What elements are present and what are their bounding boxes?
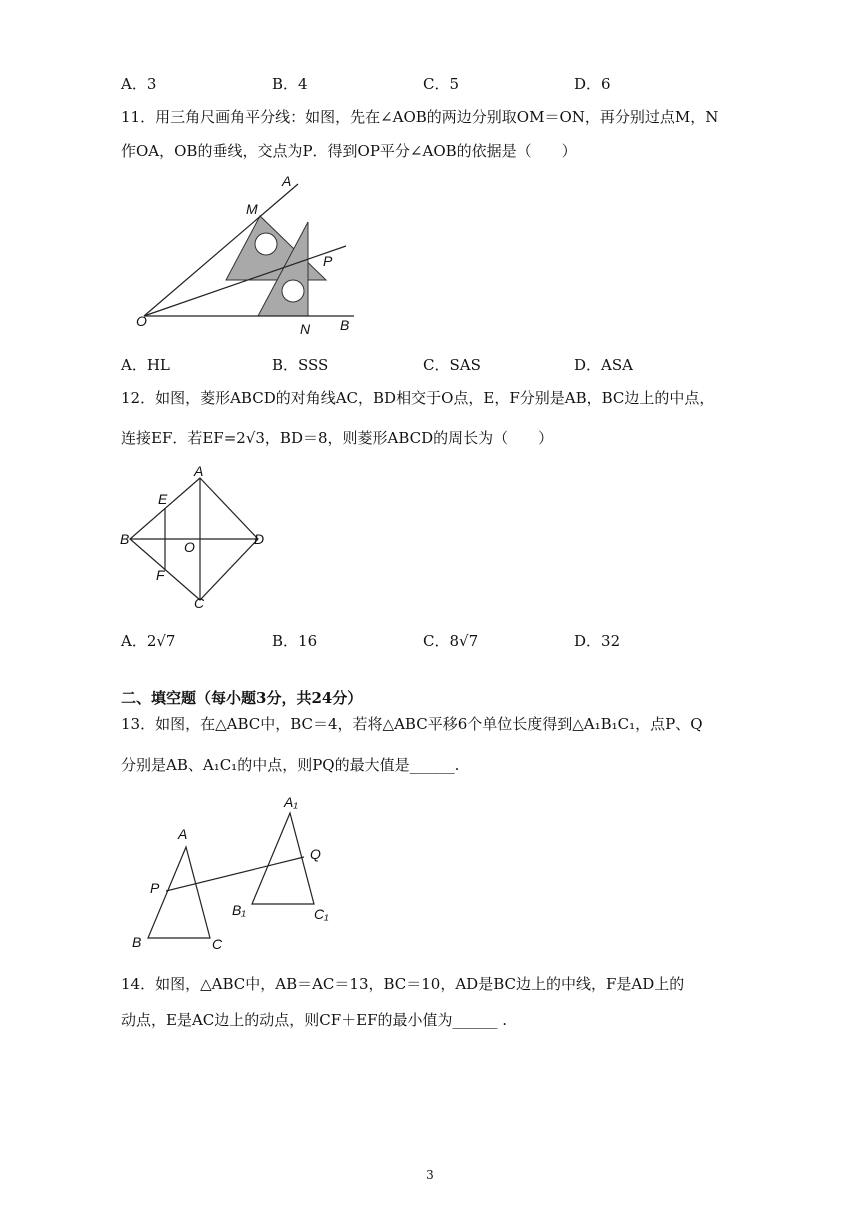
q13-label-b: B xyxy=(132,934,142,950)
q11-option-d: D．ASA xyxy=(574,356,633,374)
q13-text-line1: 13．如图，在△ABC中，BC＝4，若将△ABC平移6个单位长度得到△A₁B₁C₁，点P、Q xyxy=(121,715,703,733)
q11-label-a: A xyxy=(282,173,292,189)
q12-option-c: C．8√7 xyxy=(423,632,479,650)
q11-label-n: N xyxy=(300,321,311,337)
q12-label-b: B xyxy=(120,531,130,547)
q13-label-q: Q xyxy=(310,846,321,862)
q13-label-a: A xyxy=(178,826,188,842)
q13-figure xyxy=(128,795,368,955)
q12-label-a: A xyxy=(194,463,204,479)
q11-option-c: C．SAS xyxy=(423,356,481,374)
q13-label-b1: B₁ xyxy=(232,902,246,918)
q12-option-d: D．32 xyxy=(574,632,621,650)
q11-option-b: B．SSS xyxy=(272,356,329,374)
q11-figure xyxy=(130,170,370,340)
q11-label-p: P xyxy=(323,253,333,269)
q12-text-line2: 连接EF．若EF=2√3，BD＝8，则菱形ABCD的周长为（ ） xyxy=(121,429,554,447)
q13-label-c: C xyxy=(212,936,223,952)
q11-label-m: M xyxy=(246,201,258,217)
q12-option-b: B．16 xyxy=(272,632,318,650)
q12-label-f: F xyxy=(156,567,165,583)
q10-option-b: B．4 xyxy=(272,75,308,93)
q13-label-p: P xyxy=(150,880,160,896)
q13-text-line2: 分别是AB、A₁C₁的中点，则PQ的最大值是______. xyxy=(121,756,460,774)
q12-label-c: C xyxy=(194,595,205,611)
q14-text-line1: 14．如图，△ABC中，AB＝AC＝13，BC＝10，AD是BC边上的中线，F是AD上的 xyxy=(121,975,685,993)
q13-label-c1: C₁ xyxy=(314,906,329,922)
q10-option-d: D．6 xyxy=(574,75,611,93)
page-number: 3 xyxy=(426,1168,434,1182)
section-heading: 二、填空题（每小题3分，共24分） xyxy=(121,689,363,707)
q12-text-line1: 12．如图，菱形ABCD的对角线AC，BD相交于O点，E，F分别是AB，BC边上的中点， xyxy=(121,389,715,407)
q12-label-d: D xyxy=(254,531,265,547)
q10-option-a: A．3 xyxy=(121,75,157,93)
q11-option-a: A．HL xyxy=(121,356,170,374)
q14-text-line2: 动点，E是AC边上的动点，则CF＋EF的最小值为______ . xyxy=(121,1011,508,1029)
q11-label-o: O xyxy=(136,313,147,329)
q12-label-o: O xyxy=(184,539,195,555)
q12-figure xyxy=(120,460,280,615)
q11-label-b: B xyxy=(340,317,350,333)
q12-label-e: E xyxy=(158,491,168,507)
q12-option-a: A．2√7 xyxy=(121,632,176,650)
q10-option-c: C．5 xyxy=(423,75,460,93)
q13-label-a1: A₁ xyxy=(284,794,298,810)
q11-text-line2: 作OA，OB的垂线，交点为P．得到OP平分∠AOB的依据是（ ） xyxy=(121,142,577,160)
q11-text-line1: 11．用三角尺画角平分线：如图，先在∠AOB的两边分别取OM＝ON，再分别过点M，N xyxy=(121,108,719,126)
